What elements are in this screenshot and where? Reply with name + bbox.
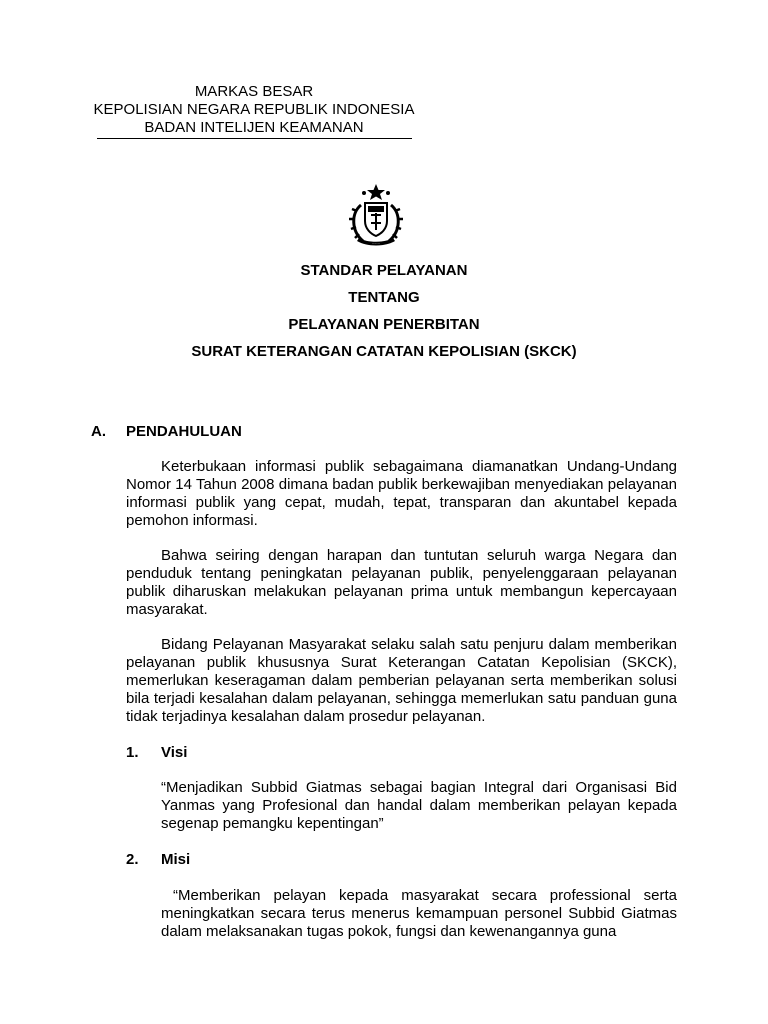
title-line-2: TENTANG [348,289,420,306]
title-line-1: STANDAR PELAYANAN [300,262,468,279]
letterhead-line-2: KEPOLISIAN NEGARA REPUBLIK INDONESIA [93,101,415,118]
title-line-3: PELAYANAN PENERBITAN [288,316,480,333]
document-title [0,262,768,370]
subsection-number: 2. [126,851,139,868]
section-number: A. [91,423,106,440]
paragraph: Bahwa seiring dengan harapan dan tuntutan seluruh warga Negara dan penduduk tentang peningkatan pelayanan publik, penyelenggaraan pelayanan publik diharuskan melakukan pelayanan prima untuk membangun kepercayaan masyarakat. [126,547,677,618]
letterhead-line-3: BADAN INTELIJEN KEAMANAN [144,119,364,136]
paragraph: Bidang Pelayanan Masyarakat selaku salah satu penjuru dalam memberikan pelayanan publik khususnya Surat Keterangan Catatan Kepolisian (SKCK), memerlukan keseragaman dalam pemberian pelayanan serta memberikan solusi bila terjadi kesalahan dalam pelayanan, sehingga memerlukan satu panduan guna tidak terjadinya kesalahan dalam prosedur pelayanan. [126,636,677,725]
letterhead [90,83,418,137]
letterhead-line-1: MARKAS BESAR [194,83,314,100]
section-heading: PENDAHULUAN [126,423,242,440]
subsection-number: 1. [126,744,139,761]
subsection-heading-misi: Misi [161,851,191,868]
svg-text:.......: ....... [372,241,380,245]
paragraph: Keterbukaan informasi publik sebagaimana diamanatkan Undang-Undang Nomor 14 Tahun 2008 dimana badan publik berkewajiban menyediakan pelayanan informasi publik yang cepat, mudah, tepat, transparan dan akuntabel kepada pemohon informasi. [126,458,677,529]
visi-text: “Menjadikan Subbid Giatmas sebagai bagian Integral dari Organisasi Bid Yanmas yang Profesional dan handal dalam memberikan pelayan kepada segenap pemangku kepentingan” [161,779,677,832]
police-emblem-icon [345,183,407,249]
subsection-heading-visi: Visi [161,744,188,761]
letterhead-underline [97,138,412,139]
title-line-4: SURAT KETERANGAN CATATAN KEPOLISIAN (SKCK) [191,343,577,360]
misi-text: “Memberikan pelayan kepada masyarakat secara professional serta meningkatkan secara terus menerus kemampuan personel Subbid Giatmas dalam melaksanakan tugas pokok, fungsi dan kewenangannya guna [161,887,677,940]
